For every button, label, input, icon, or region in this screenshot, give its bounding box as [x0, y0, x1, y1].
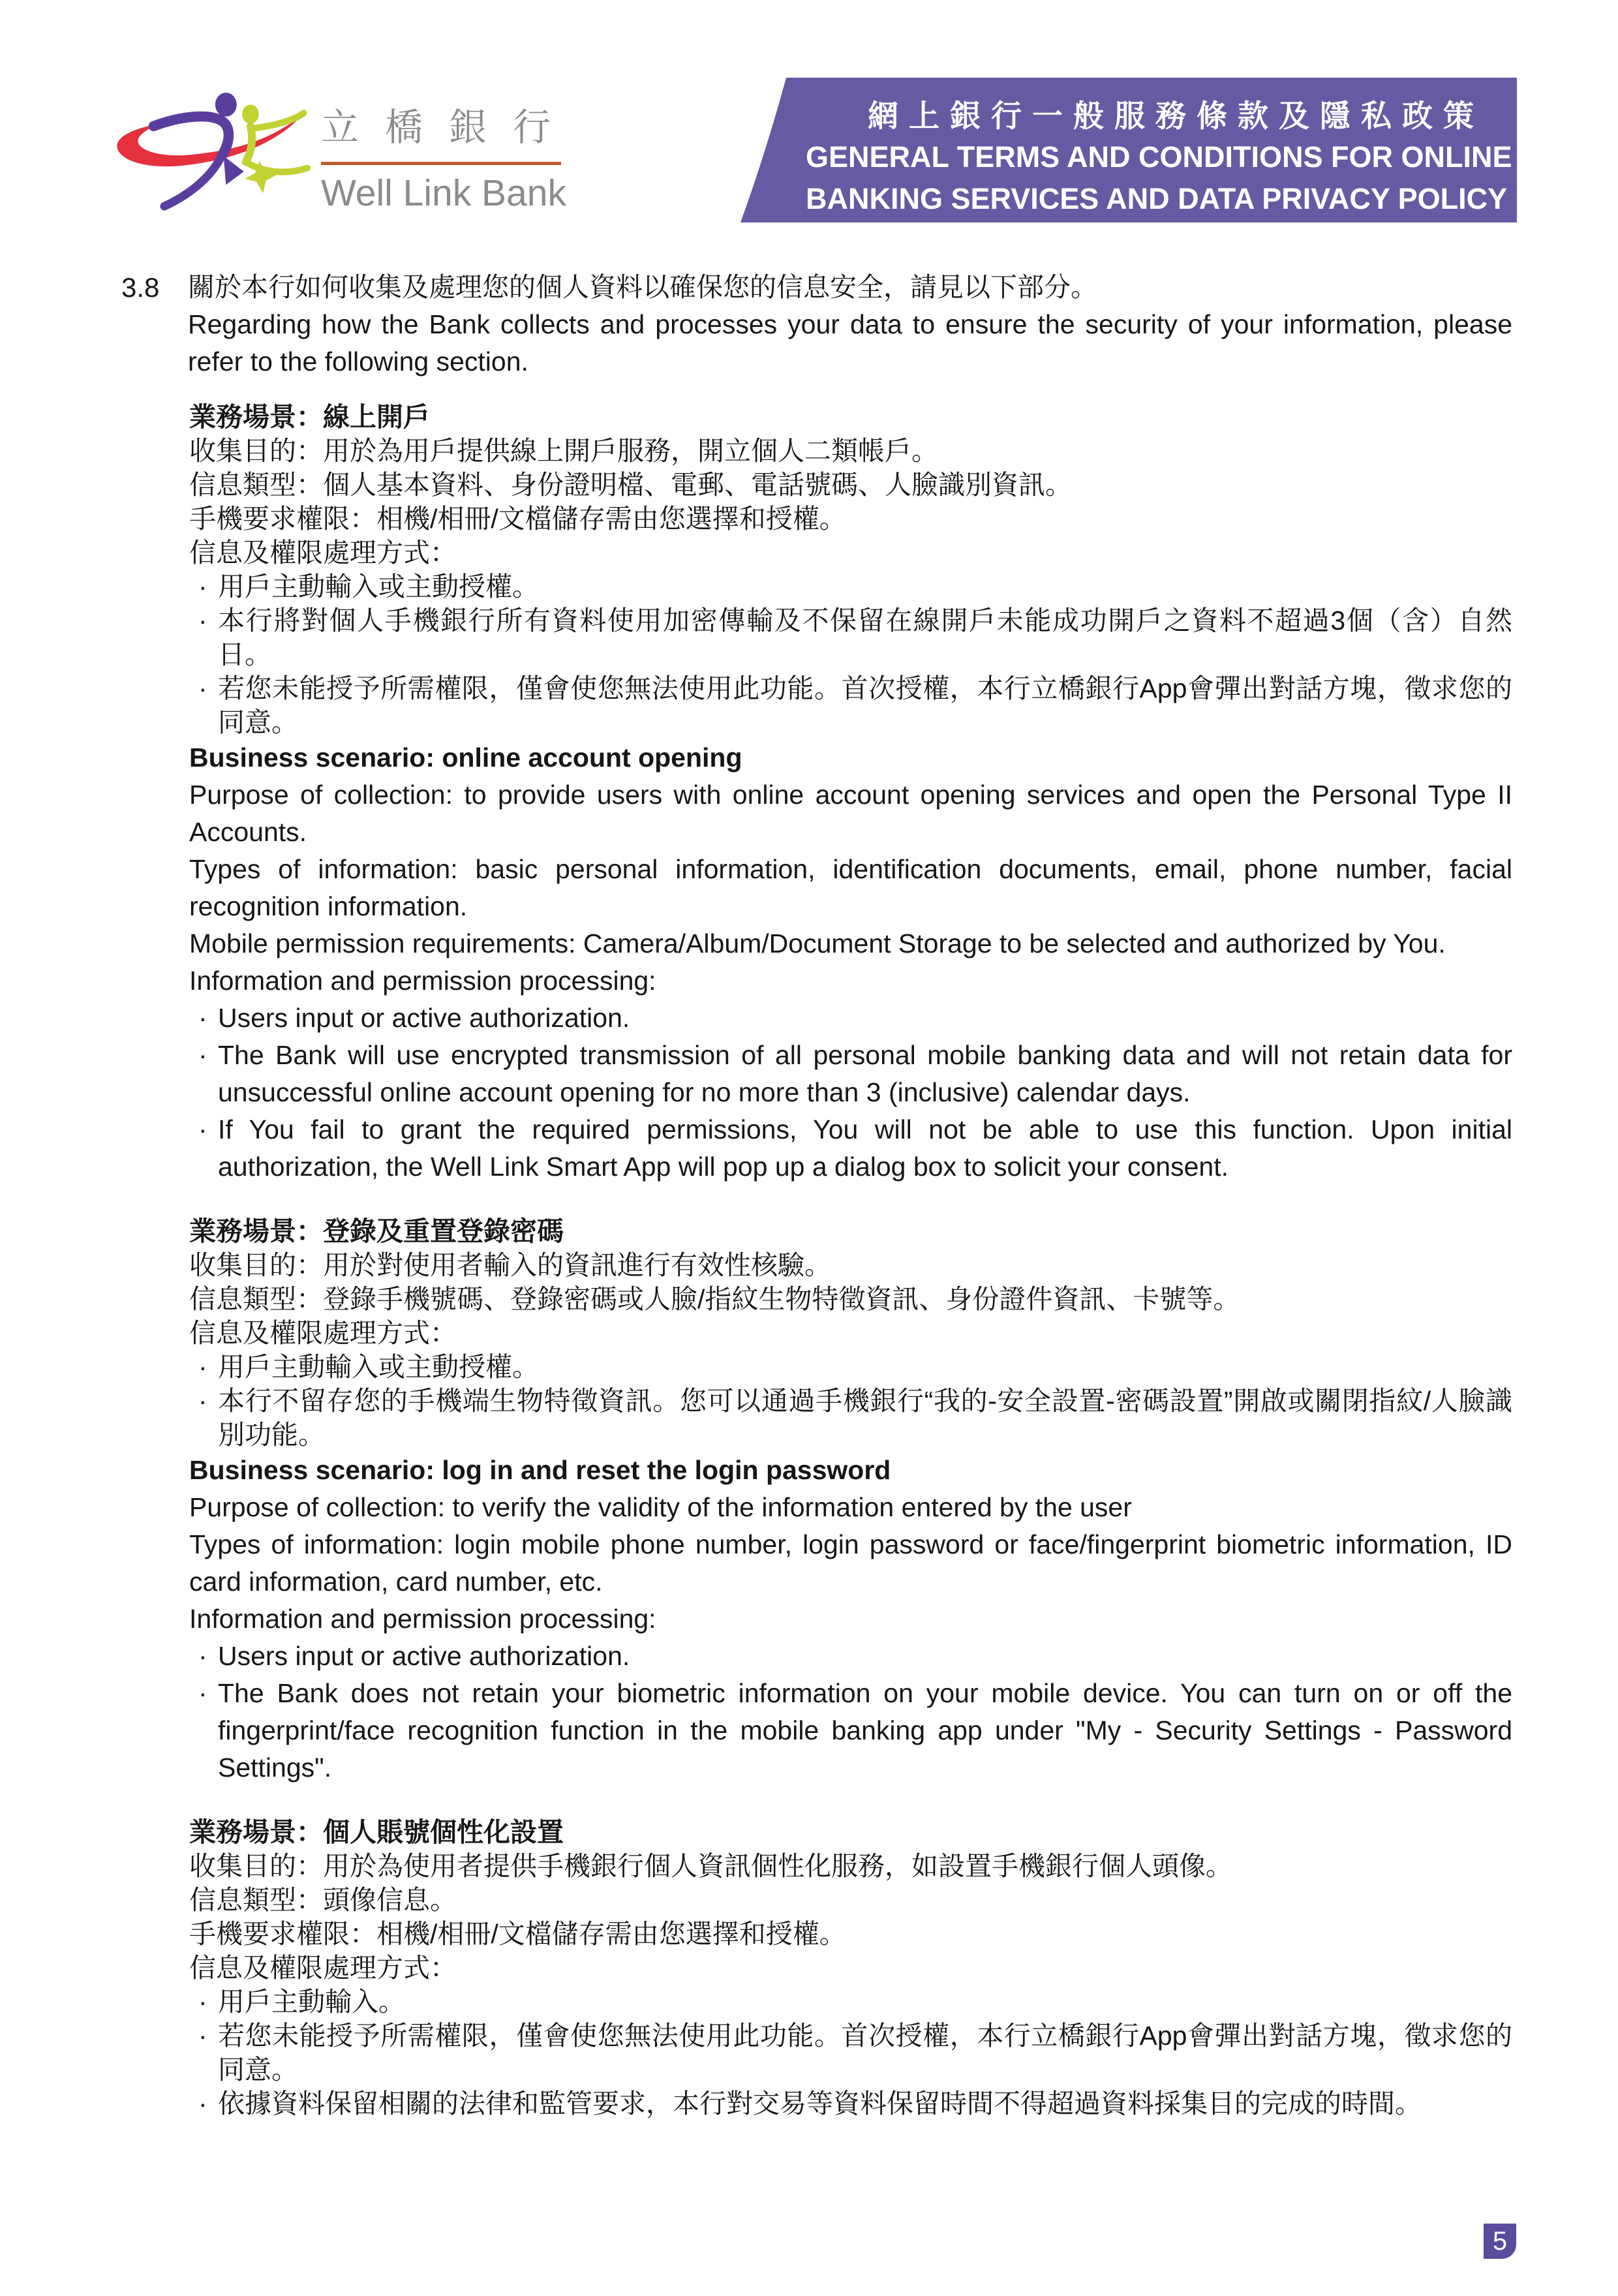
- section-number: 3.8: [121, 272, 160, 303]
- paragraph-text: 業務場景：個人賬號個性化設置: [189, 1817, 564, 1847]
- scenario-paragraph: [189, 1849, 1512, 1883]
- bullet-dot: ·: [198, 673, 207, 703]
- bullet-item: [189, 2087, 1512, 2120]
- scenario-paragraph: [189, 1951, 1512, 1985]
- paragraph-text: 若您未能授予所需權限，僅會使您無法使用此功能。首次授權，本行立橋銀行App會彈出對話方塊，徵求您的同意。: [218, 2021, 1512, 2085]
- paragraph-text: Purpose of collection: to verify the validity of the information entered by the user: [189, 1492, 1132, 1522]
- intro-body: [188, 269, 1512, 380]
- paragraph-text: Purpose of collection: to provide users with online account opening services and open the Personal Type II Accounts.: [189, 780, 1512, 847]
- paragraph-text: 本行不留存您的手機端生物特徵資訊。您可以通過手機銀行“我的-安全設置-密碼設置”開啟或關閉指紋/人臉識別功能。: [218, 1386, 1512, 1450]
- paragraph-text: Mobile permission requirements: Camera/Album/Document Storage to be selected and authorized by You.: [189, 928, 1446, 958]
- bullet-dot: ·: [198, 1352, 207, 1382]
- bullet-item: [189, 604, 1512, 671]
- logo-divider: [321, 162, 561, 165]
- page-number-badge: [1484, 2224, 1516, 2259]
- bullet-item: [189, 1985, 1512, 2019]
- paragraph-text: Business scenario: online account opening: [189, 742, 742, 773]
- banner-title-cn: 網上銀行一般服務條款及隱私政策: [868, 99, 1484, 133]
- logo-text-block: [321, 97, 575, 215]
- scenario-heading: [189, 1815, 1512, 1849]
- logo-en-name: Well Link Bank: [321, 172, 566, 214]
- banner-title-en-line2: BANKING SERVICES AND DATA PRIVACY POLICY: [806, 182, 1508, 215]
- paragraph-text: 收集目的：用於為用戶提供線上開戶服務，開立個人二類帳戶。: [189, 436, 938, 466]
- bullet-item: [189, 671, 1512, 739]
- logo-cn-name: 立橋銀行: [321, 106, 577, 149]
- paragraph-text: Users input or active authorization.: [218, 1641, 630, 1671]
- paragraph-text: Types of information: basic personal information, identification documents, email, phone number, facial recognition information.: [189, 854, 1512, 921]
- bullet-item: [189, 1384, 1512, 1452]
- paragraph-text: 若您未能授予所需權限，僅會使您無法使用此功能。首次授權，本行立橋銀行App會彈出對話方塊，徵求您的同意。: [218, 673, 1512, 737]
- bullet-dot: ·: [198, 1678, 207, 1708]
- scenario-paragraph: [189, 502, 1512, 536]
- scenario-online-account-opening: [189, 400, 1512, 1186]
- paragraph-text: 信息類型：頭像信息。: [189, 1885, 457, 1915]
- bullet-dot: ·: [198, 1040, 207, 1070]
- scenarios: [189, 400, 1512, 2120]
- scenario-paragraph: [189, 1248, 1512, 1282]
- bullet-dot: ·: [198, 1641, 207, 1671]
- paragraph-text: 收集目的：用於為使用者提供手機銀行個人資訊個性化服務，如設置手機銀行個人頭像。: [189, 1851, 1232, 1881]
- bullet-dot: ·: [198, 605, 207, 635]
- bullet-item: [189, 570, 1512, 604]
- scenario-login-and-reset-password: [189, 1214, 1512, 1786]
- well-link-logo-icon: [98, 78, 323, 222]
- bullet-dot: ·: [198, 1386, 207, 1416]
- scenario-paragraph: [189, 1489, 1512, 1526]
- paragraph-text: 用戶主動輸入或主動授權。: [218, 572, 539, 602]
- bullet-dot: ·: [198, 572, 207, 602]
- bullet-item: [189, 2019, 1512, 2087]
- paragraph-text: Business scenario: log in and reset the login password: [189, 1455, 891, 1485]
- paragraph-text: 信息及權限處理方式：: [189, 1953, 457, 1983]
- bullet-item: [189, 1350, 1512, 1384]
- scenario-paragraph: [189, 536, 1512, 570]
- scenario-paragraph: [189, 925, 1512, 962]
- bullet-item: [189, 1111, 1512, 1186]
- paragraph-text: 手機要求權限：相機/相冊/文檔儲存需由您選擇和授權。: [189, 1919, 846, 1949]
- bullet-dot: ·: [198, 2021, 207, 2051]
- paragraph-text: 信息類型：個人基本資料、身份證明檔、電郵、電話號碼、人臉識別資訊。: [189, 470, 1072, 500]
- paragraph-text: 信息及權限處理方式：: [189, 538, 457, 568]
- bullet-item: [189, 1037, 1512, 1111]
- bullet-dot: ·: [198, 1003, 207, 1033]
- bullet-dot: ·: [198, 1114, 207, 1144]
- bullet-dot: ·: [198, 1987, 207, 2017]
- bullet-item: [189, 1675, 1512, 1786]
- paragraph-text: 用戶主動輸入或主動授權。: [218, 1352, 539, 1382]
- scenario-heading: [189, 1452, 1512, 1489]
- bullet-dot: ·: [198, 2089, 207, 2119]
- scenario-paragraph: [189, 434, 1512, 468]
- scenario-heading: [189, 400, 1512, 434]
- paragraph-text: Types of information: login mobile phone number, login password or face/fingerprint biometric information, ID card information, card number, etc.: [189, 1529, 1512, 1597]
- paragraph-text: 用戶主動輸入。: [218, 1987, 405, 2017]
- scenario-paragraph: [189, 1526, 1512, 1600]
- scenario-paragraph: [189, 1600, 1512, 1638]
- bank-logo: [91, 72, 600, 228]
- scenario-paragraph: [189, 1282, 1512, 1316]
- bullet-item: [189, 1000, 1512, 1037]
- scenario-paragraph: [189, 962, 1512, 1000]
- scenario-heading: [189, 1214, 1512, 1248]
- page-header: [0, 0, 1618, 274]
- paragraph-text: The Bank will use encrypted transmission of all personal mobile banking data and will not retain data for unsuccessful online account opening for no more than 3 (inclusive) calendar days.: [218, 1040, 1512, 1107]
- bullet-item: [189, 1638, 1512, 1675]
- title-banner: [740, 78, 1517, 222]
- scenario-paragraph: [189, 1316, 1512, 1350]
- paragraph-text: 收集目的：用於對使用者輸入的資訊進行有效性核驗。: [189, 1250, 831, 1280]
- intro-section: [121, 269, 1512, 380]
- paragraph-text: If You fail to grant the required permissions, You will not be able to use this function. Upon initial authorization, the Well Link Smart App will pop up a dialog box to solicit your consent.: [218, 1114, 1512, 1182]
- paragraph-text: Information and permission processing:: [189, 966, 656, 996]
- paragraph-text: Information and permission processing:: [189, 1604, 656, 1634]
- paragraph-text: The Bank does not retain your biometric information on your mobile device. You can turn on or off the fingerprint/face recognition function in the mobile banking app under "My - Security Settings - Password Settings".: [218, 1678, 1512, 1783]
- paragraph-text: 信息類型：登錄手機號碼、登錄密碼或人臉/指紋生物特徵資訊、身份證件資訊、卡號等。: [189, 1284, 1240, 1314]
- paragraph-text: 業務場景：線上開戶: [189, 402, 430, 432]
- paragraph-text: Users input or active authorization.: [218, 1003, 630, 1033]
- scenario-paragraph: [189, 851, 1512, 925]
- paragraph-text: 本行將對個人手機銀行所有資料使用加密傳輸及不保留在線開戶未能成功開戶之資料不超過3個（含）自然日。: [218, 605, 1512, 669]
- scenario-paragraph: [189, 468, 1512, 502]
- paragraph-text: 依據資料保留相關的法律和監管要求，本行對交易等資料保留時間不得超過資料採集目的完成的時間。: [218, 2089, 1422, 2119]
- intro-paragraph-cn: 關於本行如何收集及處理您的個人資料以確保您的信息安全，請見以下部分。: [188, 272, 1097, 302]
- document-body: [121, 269, 1512, 2120]
- intro-paragraph-en: Regarding how the Bank collects and processes your data to ensure the security of your information, please refer to the following section.: [188, 309, 1512, 376]
- banner-title-en-line1: GENERAL TERMS AND CONDITIONS FOR ONLINE: [806, 140, 1512, 174]
- paragraph-text: 業務場景：登錄及重置登錄密碼: [189, 1216, 564, 1246]
- paragraph-text: 信息及權限處理方式：: [189, 1318, 457, 1348]
- paragraph-text: 手機要求權限：相機/相冊/文檔儲存需由您選擇和授權。: [189, 504, 846, 534]
- page-number: 5: [1492, 2226, 1508, 2256]
- scenario-personal-account-personalization: [189, 1815, 1512, 2120]
- scenario-heading: [189, 739, 1512, 776]
- scenario-paragraph: [189, 1917, 1512, 1951]
- scenario-paragraph: [189, 776, 1512, 851]
- scenario-paragraph: [189, 1883, 1512, 1917]
